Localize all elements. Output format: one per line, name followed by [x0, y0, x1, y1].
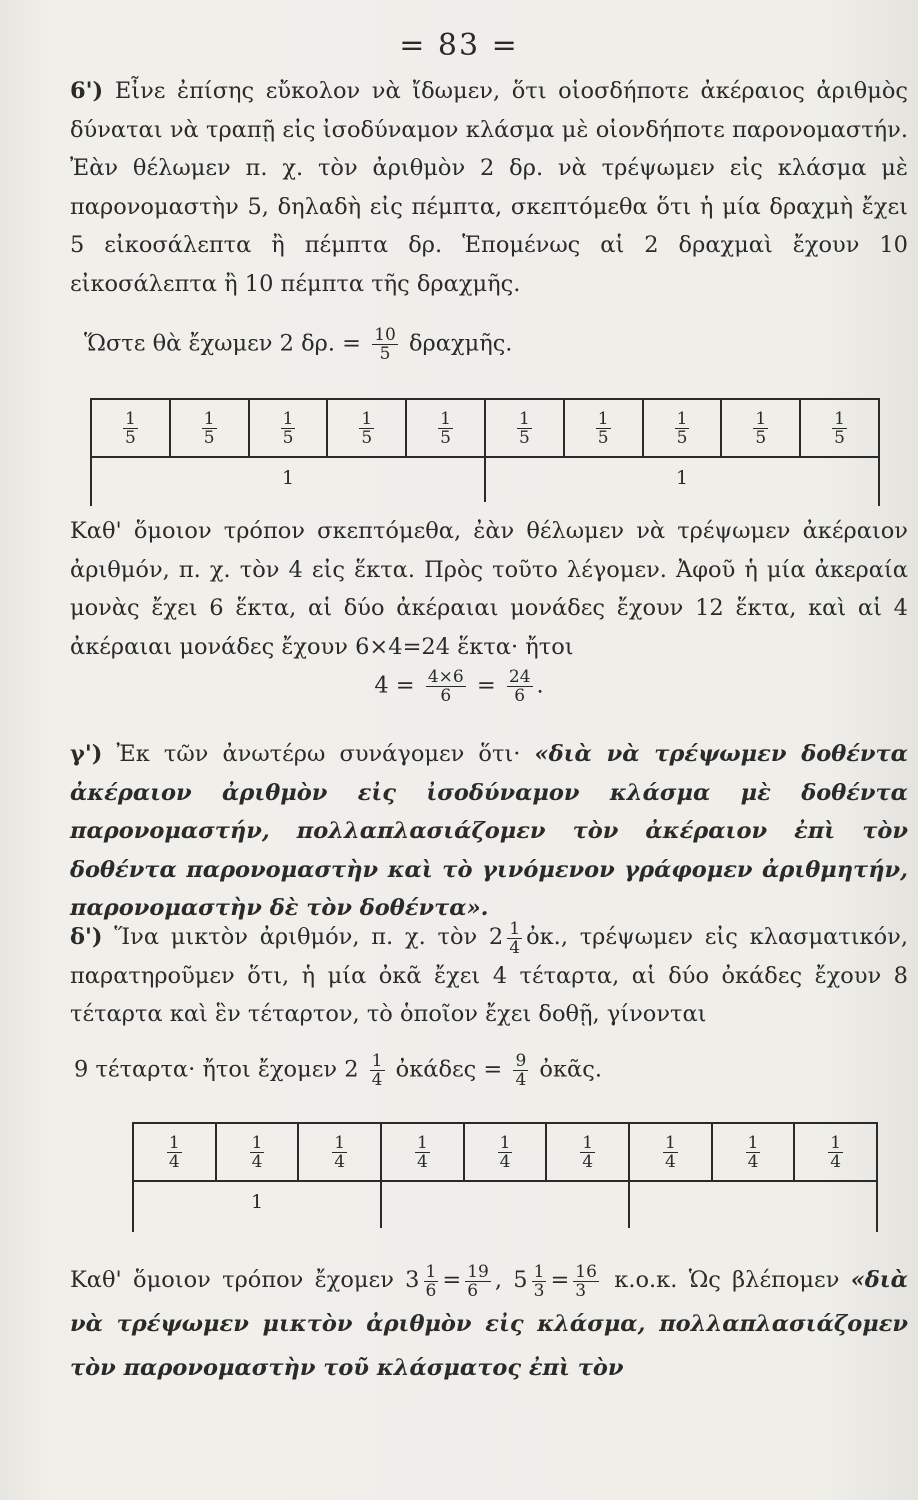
numerator: 16: [575, 1261, 597, 1282]
equals-sign: =: [550, 1267, 570, 1293]
denominator: 5: [597, 427, 609, 448]
fraction: [359, 410, 374, 447]
strip-unit: 1: [134, 1182, 382, 1228]
strip-cell: [250, 400, 329, 456]
denominator: 5: [124, 427, 136, 448]
equation-suffix: ὀκᾶς.: [539, 1056, 602, 1083]
denominator: 5: [203, 427, 215, 448]
denominator: 5: [440, 427, 451, 448]
paragraph-text: Εἶνε ἐπίσης εὔκολον νὰ ἴδωμεν, ὅτι οἱοσδήποτε ἀκέραιος ἀριθμὸς δύναται νὰ τραπῇ εἰς ἰσοδύναμον κλάσμα μὲ οἱονδήποτε παρονομαστήν. Ἐὰν θέλωμεν π. χ. τὸν ἀριθμὸν 2 δρ. νὰ τρέψωμεν εἰς κλάσμα μὲ παρονομαστὴν 5, δηλαδὴ εἰς πέμπτα, σκεπτόμεθα ὅτι ἡ μία δραχμὴ ἔχει 5 εἰκοσάλεπτα ἢ πέμπτα δρ. Ἑπομένως αἱ 2 δραχμαὶ ἔχουν 10 εἰκοσάλεπτα ἢ 10 πέμπτα τῆς δραχμῆς.: [70, 78, 908, 297]
strip-unit: 1: [92, 458, 486, 502]
paragraph-beta: [70, 72, 908, 304]
denominator: 4: [416, 1151, 428, 1172]
denominator: 4: [251, 1151, 263, 1172]
strip-cell: [407, 400, 486, 456]
quarters-strip: [132, 1122, 878, 1232]
section-label: γ'): [70, 741, 103, 767]
numerator: 1: [509, 918, 521, 939]
strip-cell: [217, 1124, 300, 1180]
paragraph-similar-1: [70, 512, 908, 666]
strip-cell: [722, 400, 801, 456]
fraction: [573, 1263, 599, 1300]
numerator: 1: [124, 408, 136, 429]
fraction: [424, 1263, 439, 1300]
numerator: 1: [282, 408, 294, 429]
fraction: [513, 1052, 528, 1089]
fraction: [507, 668, 533, 705]
paragraph-text: ὀκ., τρέψωμεν εἰς κλασματικόν, παρατηροῦμεν ὅτι, ἡ μία ὀκᾶ ἔχει 4 τέταρτα, αἱ δύο ὀκάδες ἔχουν 8 τέταρτα καὶ ἓν τέταρτον, τὸ ὁποῖον ἔχει δοθῇ, γίνονται: [70, 924, 908, 1028]
fraction: [167, 1134, 182, 1171]
fraction: [832, 410, 847, 447]
fraction: [465, 1263, 491, 1300]
denominator: 4: [747, 1151, 759, 1172]
strip-unit: [630, 1182, 876, 1228]
denominator: 5: [834, 427, 845, 448]
strip-cell: [486, 400, 565, 456]
strip-cell: [328, 400, 407, 456]
strip-units: [134, 1182, 876, 1228]
fraction: [332, 1134, 347, 1171]
strip-cell: [795, 1124, 876, 1180]
denominator: 6: [467, 1280, 479, 1301]
fraction: [438, 410, 453, 447]
rule-statement: «διὰ νὰ τρέψωμεν μικτὸν ἀριθμὸν εἰς κλάσμα, πολλαπλασιάζομεν τὸν παρονομαστὴν τοῦ κλάσματος ἐπὶ τὸν: [70, 1267, 908, 1381]
paragraph-text: κ.ο.κ. Ὡς βλέπομεν: [614, 1267, 851, 1293]
fraction: [372, 326, 398, 363]
fraction: [596, 410, 611, 447]
paragraph-gamma: [70, 735, 908, 928]
equation-prefix: Ὥστε θὰ ἔχωμεν 2 δρ. =: [84, 330, 362, 357]
denominator: 4: [664, 1151, 676, 1172]
numerator: 1: [597, 408, 609, 429]
equation-4-sixths: [0, 668, 918, 705]
denominator: 4: [515, 1070, 527, 1090]
fraction: [663, 1134, 678, 1171]
numerator: 1: [371, 1051, 383, 1071]
numerator: 9: [515, 1051, 527, 1071]
period: .: [536, 672, 544, 699]
denominator: 4: [582, 1151, 594, 1172]
paragraph-text: , 5: [494, 1267, 528, 1293]
fraction: [828, 1134, 843, 1171]
strip-unit: [382, 1182, 630, 1228]
paragraph-delta: [70, 918, 908, 1034]
numerator: 1: [747, 1132, 759, 1153]
numerator: 1: [440, 408, 451, 429]
denominator: 6: [425, 1280, 437, 1301]
numerator: 1: [425, 1261, 437, 1282]
fraction: [415, 1134, 430, 1171]
strip-cell: [299, 1124, 382, 1180]
numerator: 1: [834, 408, 845, 429]
strip-unit: 1: [675, 467, 689, 489]
denominator: 4: [830, 1151, 842, 1172]
paragraph-text: Ἐκ τῶν ἀνωτέρω συνάγομεν ὅτι·: [102, 741, 535, 767]
strip-cell: [565, 400, 644, 456]
fraction: [753, 410, 768, 447]
equation-2-drachmas: [84, 326, 512, 363]
equation-lhs: 4 =: [374, 672, 415, 699]
denominator: 4: [168, 1151, 180, 1172]
numerator: 1: [582, 1132, 594, 1153]
equation-9-quarters: [74, 1052, 602, 1089]
fraction: [580, 1134, 595, 1171]
fraction: [532, 1263, 547, 1300]
strip-cell: [644, 400, 723, 456]
denominator: 3: [533, 1280, 545, 1301]
numerator: 1: [676, 408, 688, 429]
strip-cell: [801, 400, 878, 456]
fraction: [675, 410, 690, 447]
strip-cell: [713, 1124, 796, 1180]
paragraph-text: Ἵνα μικτὸν ἀριθμόν, π. χ. τὸν 2: [102, 924, 504, 950]
numerator: 4×6: [427, 667, 464, 687]
denominator: 5: [755, 427, 767, 448]
strip-cell: [171, 400, 250, 456]
strip-cell: [630, 1124, 713, 1180]
equals-sign: =: [476, 672, 496, 699]
strip-units: [92, 458, 878, 502]
denominator: 6: [440, 686, 452, 706]
numerator: 1: [755, 408, 767, 429]
fraction: [517, 410, 532, 447]
numerator: 1: [499, 1132, 511, 1153]
denominator: 5: [379, 344, 391, 364]
strip-cell: [465, 1124, 548, 1180]
denominator: 4: [509, 937, 521, 958]
fraction: [281, 410, 296, 447]
strip-cells: [92, 400, 878, 456]
numerator: 1: [251, 1132, 263, 1153]
equation-prefix: 9 τέταρτα· ἤτοι ἔχομεν 2: [74, 1056, 359, 1083]
numerator: 1: [416, 1132, 428, 1153]
paragraph-text: Καθ' ὅμοιον τρόπον σκεπτόμεθα, ἐὰν θέλωμεν νὰ τρέψωμεν ἀκέραιον ἀριθμόν, π. χ. τὸν 4 εἰς ἕκτα. Πρὸς τοῦτο λέγομεν. Ἀφοῦ ἡ μία ἀκεραία μονὰς ἔχει 6 ἕκτα, αἱ δύο ἀκέραιαι μονάδες ἔχουν 12 ἕκτα, καὶ αἱ 4 ἀκέραιαι μονάδες ἔχουν 6×4=24 ἕκτα· ἤτοι: [70, 518, 908, 660]
fraction: [123, 410, 138, 447]
equation-middle: ὀκάδες =: [395, 1056, 503, 1083]
numerator: 1: [533, 1261, 545, 1282]
rule-statement: «διὰ νὰ τρέψωμεν δοθέντα ἀκέραιον ἀριθμὸν εἰς ἰσοδύναμον κλάσμα μὲ δοθέντα παρονομαστήν, πολλαπλασιάζομεν τὸν ἀκέραιον ἐπὶ τὸν δοθέντα παρονομαστὴν καὶ τὸ γινόμενον γράφομεν ἀριθμητήν, παρονομαστὴν δὲ τὸν δοθέντα».: [70, 741, 908, 922]
numerator: 1: [334, 1132, 346, 1153]
fraction: [507, 920, 522, 957]
denominator: 5: [518, 427, 530, 448]
numerator: 1: [518, 408, 530, 429]
fraction: [202, 410, 217, 447]
numerator: 1: [203, 408, 215, 429]
denominator: 6: [514, 686, 526, 706]
fifths-strip: [90, 398, 880, 506]
numerator: 1: [664, 1132, 676, 1153]
denominator: 4: [334, 1151, 346, 1172]
numerator: 19: [467, 1261, 489, 1282]
numerator: 10: [374, 325, 396, 345]
fraction: [746, 1134, 761, 1171]
numerator: 1: [361, 408, 373, 429]
numerator: 1: [168, 1132, 180, 1153]
denominator: 5: [676, 427, 688, 448]
strip-cell: [92, 400, 171, 456]
denominator: 5: [282, 427, 294, 448]
section-label: 6'): [70, 78, 104, 104]
fraction: [498, 1134, 513, 1171]
numerator: 24: [508, 667, 531, 687]
strip-cell: [547, 1124, 630, 1180]
equation-suffix: δραχμῆς.: [408, 330, 513, 357]
numerator: 1: [830, 1132, 842, 1153]
paragraph-text: Καθ' ὅμοιον τρόπον ἔχομεν 3: [70, 1267, 420, 1293]
denominator: 4: [371, 1070, 383, 1090]
denominator: 4: [499, 1151, 511, 1172]
fraction: [370, 1052, 385, 1089]
denominator: 3: [575, 1280, 587, 1301]
paragraph-similar-2: [70, 1258, 908, 1390]
fraction: [426, 668, 466, 705]
strip-cell: [382, 1124, 465, 1180]
section-label: δ'): [70, 924, 103, 950]
strip-cells: [134, 1124, 876, 1180]
denominator: 5: [361, 427, 373, 448]
strip-cell: [134, 1124, 217, 1180]
equals-sign: =: [442, 1267, 462, 1293]
fraction: [250, 1134, 265, 1171]
page-number: = 83 =: [399, 28, 519, 63]
